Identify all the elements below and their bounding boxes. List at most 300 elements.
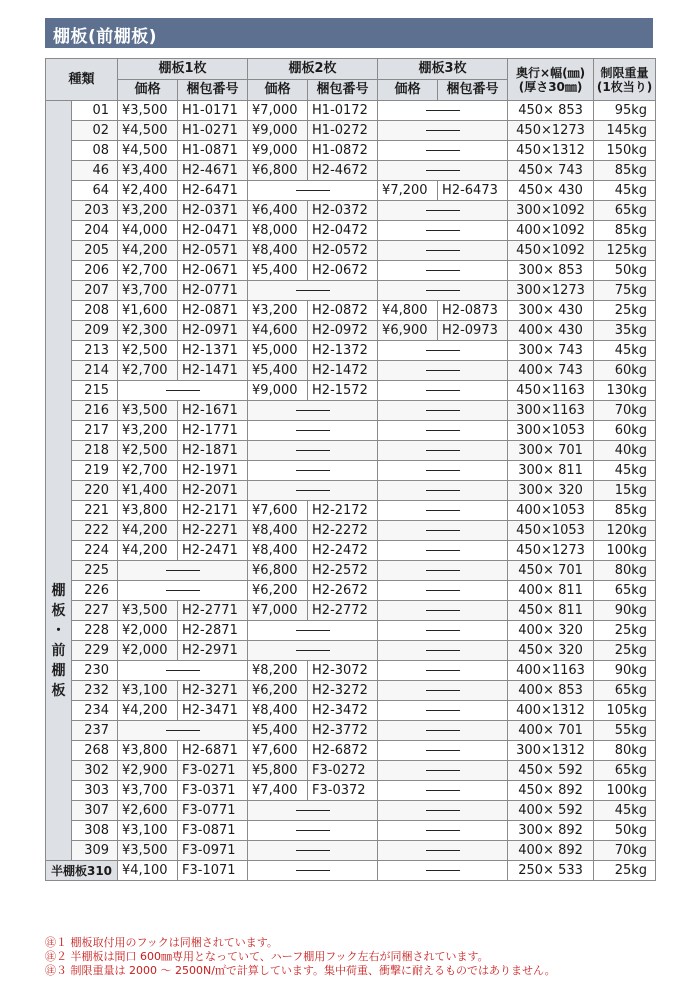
price-cell: ¥4,200 xyxy=(118,521,178,541)
weight-cell: 25kg xyxy=(594,861,656,881)
dash-line xyxy=(296,630,330,631)
dimension-cell: 450×1092 xyxy=(508,241,594,261)
price-cell: ¥3,500 xyxy=(118,101,178,121)
code-cell: 206 xyxy=(72,261,118,281)
code-cell: 208 xyxy=(72,301,118,321)
package-cell: H2-6473 xyxy=(438,181,508,201)
table-row xyxy=(46,581,656,601)
table-row xyxy=(46,221,656,241)
group-label-char: ・ xyxy=(51,622,66,639)
price-cell: ¥6,900 xyxy=(378,321,438,341)
package-cell: H2-3072 xyxy=(308,661,378,681)
dimension-cell: 400×1163 xyxy=(508,661,594,681)
header-price-1: 価格 xyxy=(118,80,178,101)
price-cell: ¥3,200 xyxy=(248,301,308,321)
code-cell: 226 xyxy=(72,581,118,601)
dash-line xyxy=(426,210,460,211)
price-cell: ¥3,500 xyxy=(118,601,178,621)
price-cell: ¥2,300 xyxy=(118,321,178,341)
price-cell: ¥3,500 xyxy=(118,841,178,861)
code-cell: 308 xyxy=(72,821,118,841)
header-dimension xyxy=(508,59,594,101)
empty-cell xyxy=(248,621,378,641)
price-cell: ¥9,000 xyxy=(248,121,308,141)
empty-cell xyxy=(378,101,508,121)
dash-line xyxy=(426,690,460,691)
table-row xyxy=(46,461,656,481)
price-cell: ¥3,400 xyxy=(118,161,178,181)
weight-cell: 65kg xyxy=(594,201,656,221)
price-cell: ¥3,200 xyxy=(118,201,178,221)
code-cell: 230 xyxy=(72,661,118,681)
table-row xyxy=(46,481,656,501)
price-cell: ¥2,000 xyxy=(118,621,178,641)
weight-cell: 25kg xyxy=(594,301,656,321)
weight-cell: 80kg xyxy=(594,741,656,761)
dimension-cell: 400×1053 xyxy=(508,501,594,521)
package-cell: H1-0871 xyxy=(178,141,248,161)
price-cell: ¥7,000 xyxy=(248,101,308,121)
weight-cell: 120kg xyxy=(594,521,656,541)
dimension-cell: 300× 853 xyxy=(508,261,594,281)
price-cell: ¥7,600 xyxy=(248,501,308,521)
code-cell: 215 xyxy=(72,381,118,401)
price-cell: ¥3,700 xyxy=(118,781,178,801)
header-price-3: 価格 xyxy=(378,80,438,101)
package-cell: H2-3471 xyxy=(178,701,248,721)
code-cell: 228 xyxy=(72,621,118,641)
package-cell: H2-1371 xyxy=(178,341,248,361)
package-cell: H2-2672 xyxy=(308,581,378,601)
price-cell: ¥9,000 xyxy=(248,141,308,161)
header-package-3: 梱包番号 xyxy=(438,80,508,101)
code-cell: 232 xyxy=(72,681,118,701)
price-cell: ¥6,200 xyxy=(248,581,308,601)
weight-cell: 85kg xyxy=(594,221,656,241)
table-row xyxy=(46,681,656,701)
price-cell: ¥3,800 xyxy=(118,741,178,761)
dash-line xyxy=(166,390,200,391)
dash-line xyxy=(296,830,330,831)
table-row xyxy=(46,341,656,361)
code-cell: 209 xyxy=(72,321,118,341)
empty-cell xyxy=(378,861,508,881)
price-cell: ¥4,200 xyxy=(118,701,178,721)
header-package-1: 梱包番号 xyxy=(178,80,248,101)
price-cell: ¥4,600 xyxy=(248,321,308,341)
package-cell: F3-0272 xyxy=(308,761,378,781)
header-one: 棚板1枚 xyxy=(118,59,248,80)
package-cell: H2-1572 xyxy=(308,381,378,401)
empty-cell xyxy=(378,841,508,861)
price-cell: ¥8,400 xyxy=(248,241,308,261)
dimension-cell: 300× 892 xyxy=(508,821,594,841)
code-cell: 204 xyxy=(72,221,118,241)
empty-cell xyxy=(378,221,508,241)
package-cell: H2-0571 xyxy=(178,241,248,261)
price-cell: ¥3,100 xyxy=(118,821,178,841)
dimension-cell: 400× 853 xyxy=(508,681,594,701)
code-cell: 222 xyxy=(72,521,118,541)
dash-line xyxy=(426,610,460,611)
dash-line xyxy=(426,250,460,251)
dash-line xyxy=(426,350,460,351)
dimension-cell: 300× 430 xyxy=(508,301,594,321)
package-cell: H2-0672 xyxy=(308,261,378,281)
empty-cell xyxy=(248,181,378,201)
package-cell: H2-2971 xyxy=(178,641,248,661)
package-cell: H2-2171 xyxy=(178,501,248,521)
dimension-cell: 450× 853 xyxy=(508,101,594,121)
price-cell: ¥9,000 xyxy=(248,381,308,401)
empty-cell xyxy=(378,601,508,621)
price-cell: ¥2,600 xyxy=(118,801,178,821)
table-row xyxy=(46,321,656,341)
weight-cell: 50kg xyxy=(594,261,656,281)
weight-cell: 60kg xyxy=(594,361,656,381)
empty-cell xyxy=(378,641,508,661)
weight-cell: 65kg xyxy=(594,761,656,781)
price-cell: ¥7,600 xyxy=(248,741,308,761)
dash-line xyxy=(426,230,460,231)
price-cell: ¥5,400 xyxy=(248,361,308,381)
code-cell: 227 xyxy=(72,601,118,621)
code-cell: 02 xyxy=(72,121,118,141)
table-row xyxy=(46,841,656,861)
weight-cell: 70kg xyxy=(594,841,656,861)
package-cell: H2-2472 xyxy=(308,541,378,561)
empty-cell xyxy=(378,801,508,821)
price-cell: ¥7,400 xyxy=(248,781,308,801)
package-cell: H2-0871 xyxy=(178,301,248,321)
weight-cell: 80kg xyxy=(594,561,656,581)
empty-cell xyxy=(378,381,508,401)
package-cell: H1-0872 xyxy=(308,141,378,161)
header-weight-line1: 制限重量 xyxy=(600,65,649,80)
code-cell: 216 xyxy=(72,401,118,421)
package-cell: H2-2271 xyxy=(178,521,248,541)
weight-cell: 130kg xyxy=(594,381,656,401)
package-cell: H2-0372 xyxy=(308,201,378,221)
package-cell: H1-0271 xyxy=(178,121,248,141)
package-cell: H2-0572 xyxy=(308,241,378,261)
price-cell: ¥2,700 xyxy=(118,461,178,481)
dash-line xyxy=(426,630,460,631)
package-cell: H2-1472 xyxy=(308,361,378,381)
weight-cell: 55kg xyxy=(594,721,656,741)
note-3: ㊟３ 制限重量は 2000 ～ 2500N/㎡で計算しています。集中荷重、衝撃に耐えるものではありません。 xyxy=(45,964,556,977)
table-row xyxy=(46,621,656,641)
package-cell: H2-0973 xyxy=(438,321,508,341)
code-cell: 220 xyxy=(72,481,118,501)
package-cell: H2-2272 xyxy=(308,521,378,541)
empty-cell xyxy=(378,721,508,741)
table-row xyxy=(46,661,656,681)
empty-cell xyxy=(378,141,508,161)
empty-cell xyxy=(378,261,508,281)
package-cell: H2-3772 xyxy=(308,721,378,741)
package-cell: H2-1971 xyxy=(178,461,248,481)
dash-line xyxy=(296,810,330,811)
code-cell: 224 xyxy=(72,541,118,561)
dimension-cell: 300×1312 xyxy=(508,741,594,761)
table-row xyxy=(46,561,656,581)
package-cell: H2-0972 xyxy=(308,321,378,341)
price-cell: ¥8,400 xyxy=(248,541,308,561)
price-cell: ¥5,400 xyxy=(248,261,308,281)
dimension-cell: 450×1273 xyxy=(508,541,594,561)
package-cell: H2-6471 xyxy=(178,181,248,201)
code-cell: 218 xyxy=(72,441,118,461)
dimension-cell: 300×1053 xyxy=(508,421,594,441)
price-cell: ¥4,200 xyxy=(118,541,178,561)
package-cell: H2-0371 xyxy=(178,201,248,221)
price-cell: ¥5,800 xyxy=(248,761,308,781)
header-weight xyxy=(594,59,656,101)
half-shelf-label: 半棚板310 xyxy=(46,861,118,881)
dimension-cell: 450× 743 xyxy=(508,161,594,181)
dimension-cell: 450×1312 xyxy=(508,141,594,161)
empty-cell xyxy=(378,661,508,681)
package-cell: H2-3271 xyxy=(178,681,248,701)
dimension-cell: 400×1092 xyxy=(508,221,594,241)
empty-cell xyxy=(378,481,508,501)
dash-line xyxy=(426,570,460,571)
dash-line xyxy=(426,490,460,491)
dash-line xyxy=(426,150,460,151)
weight-cell: 90kg xyxy=(594,601,656,621)
price-cell: ¥2,500 xyxy=(118,441,178,461)
package-cell: H2-1671 xyxy=(178,401,248,421)
table-row xyxy=(46,601,656,621)
table-row xyxy=(46,181,656,201)
code-cell: 309 xyxy=(72,841,118,861)
dash-line xyxy=(426,430,460,431)
weight-cell: 25kg xyxy=(594,641,656,661)
empty-cell xyxy=(378,701,508,721)
weight-cell: 70kg xyxy=(594,401,656,421)
package-cell: H2-2172 xyxy=(308,501,378,521)
dimension-cell: 300×1092 xyxy=(508,201,594,221)
dash-line xyxy=(426,830,460,831)
empty-cell xyxy=(118,561,248,581)
group-label-char: 棚 xyxy=(51,662,66,679)
empty-cell xyxy=(118,581,248,601)
table-row xyxy=(46,441,656,461)
dash-line xyxy=(426,770,460,771)
dash-line xyxy=(426,450,460,451)
empty-cell xyxy=(248,821,378,841)
dash-line xyxy=(426,410,460,411)
package-cell: H2-2471 xyxy=(178,541,248,561)
note-1: ㊟１ 棚板取付用のフックは同梱されています。 xyxy=(45,936,278,949)
table-row xyxy=(46,741,656,761)
weight-cell: 35kg xyxy=(594,321,656,341)
dash-line xyxy=(296,490,330,491)
code-cell: 237 xyxy=(72,721,118,741)
table-row xyxy=(46,201,656,221)
shelf-table xyxy=(45,58,656,881)
price-cell: ¥2,000 xyxy=(118,641,178,661)
price-cell: ¥8,400 xyxy=(248,521,308,541)
price-cell: ¥4,500 xyxy=(118,121,178,141)
table-row xyxy=(46,521,656,541)
price-cell: ¥3,500 xyxy=(118,401,178,421)
package-cell: H2-0472 xyxy=(308,221,378,241)
dash-line xyxy=(426,270,460,271)
price-cell: ¥8,400 xyxy=(248,701,308,721)
note-2: ㊟２ 半棚板は間口 600㎜専用となっていて、ハーフ棚用フック左右が同梱されています。 xyxy=(45,950,489,963)
package-cell: H2-4671 xyxy=(178,161,248,181)
weight-cell: 100kg xyxy=(594,541,656,561)
dash-line xyxy=(426,650,460,651)
price-cell: ¥7,000 xyxy=(248,601,308,621)
code-cell: 207 xyxy=(72,281,118,301)
price-cell: ¥2,900 xyxy=(118,761,178,781)
dash-line xyxy=(426,550,460,551)
dash-line xyxy=(426,130,460,131)
dimension-cell: 400× 592 xyxy=(508,801,594,821)
dash-line xyxy=(296,430,330,431)
empty-cell xyxy=(248,401,378,421)
dimension-cell: 250× 533 xyxy=(508,861,594,881)
empty-cell xyxy=(248,641,378,661)
package-cell: F3-0871 xyxy=(178,821,248,841)
price-cell: ¥4,100 xyxy=(118,861,178,881)
dash-line xyxy=(426,370,460,371)
price-cell: ¥3,200 xyxy=(118,421,178,441)
dash-line xyxy=(296,450,330,451)
package-cell: H2-0873 xyxy=(438,301,508,321)
dimension-cell: 400× 320 xyxy=(508,621,594,641)
empty-cell xyxy=(378,341,508,361)
dimension-cell: 450× 811 xyxy=(508,601,594,621)
empty-cell xyxy=(378,461,508,481)
table-row-half xyxy=(46,861,656,881)
package-cell: H2-6871 xyxy=(178,741,248,761)
empty-cell xyxy=(378,121,508,141)
empty-cell xyxy=(378,761,508,781)
price-cell: ¥3,100 xyxy=(118,681,178,701)
package-cell: H2-2572 xyxy=(308,561,378,581)
weight-cell: 60kg xyxy=(594,421,656,441)
package-cell: F3-1071 xyxy=(178,861,248,881)
dimension-cell: 450×1163 xyxy=(508,381,594,401)
table-row xyxy=(46,121,656,141)
weight-cell: 145kg xyxy=(594,121,656,141)
code-cell: 214 xyxy=(72,361,118,381)
weight-cell: 85kg xyxy=(594,161,656,181)
empty-cell xyxy=(378,561,508,581)
empty-cell xyxy=(378,281,508,301)
empty-cell xyxy=(378,161,508,181)
dash-line xyxy=(426,730,460,731)
price-cell: ¥2,500 xyxy=(118,341,178,361)
header-two: 棚板2枚 xyxy=(248,59,378,80)
dimension-cell: 300× 743 xyxy=(508,341,594,361)
empty-cell xyxy=(118,381,248,401)
empty-cell xyxy=(378,421,508,441)
weight-cell: 45kg xyxy=(594,341,656,361)
package-cell: H2-4672 xyxy=(308,161,378,181)
dash-line xyxy=(166,590,200,591)
table-row xyxy=(46,421,656,441)
empty-cell xyxy=(378,361,508,381)
empty-cell xyxy=(248,841,378,861)
dash-line xyxy=(296,410,330,411)
price-cell: ¥5,000 xyxy=(248,341,308,361)
code-cell: 01 xyxy=(72,101,118,121)
dash-line xyxy=(426,790,460,791)
empty-cell xyxy=(248,481,378,501)
table-body xyxy=(46,101,656,881)
weight-cell: 125kg xyxy=(594,241,656,261)
table-row xyxy=(46,721,656,741)
empty-cell xyxy=(378,581,508,601)
dash-line xyxy=(166,570,200,571)
code-cell: 213 xyxy=(72,341,118,361)
dash-line xyxy=(426,510,460,511)
dimension-cell: 400×1312 xyxy=(508,701,594,721)
price-cell: ¥6,400 xyxy=(248,201,308,221)
price-cell: ¥6,200 xyxy=(248,681,308,701)
table-row xyxy=(46,761,656,781)
table-row xyxy=(46,261,656,281)
header-dimension-line2: (厚さ30㎜) xyxy=(518,79,583,94)
package-cell: H1-0172 xyxy=(308,101,378,121)
table-row xyxy=(46,401,656,421)
dash-line xyxy=(166,670,200,671)
dash-line xyxy=(296,290,330,291)
dash-line xyxy=(296,470,330,471)
price-cell: ¥2,700 xyxy=(118,361,178,381)
dash-line xyxy=(426,170,460,171)
code-cell: 219 xyxy=(72,461,118,481)
code-cell: 225 xyxy=(72,561,118,581)
table-row xyxy=(46,241,656,261)
weight-cell: 15kg xyxy=(594,481,656,501)
price-cell: ¥4,500 xyxy=(118,141,178,161)
empty-cell xyxy=(248,441,378,461)
table-row xyxy=(46,141,656,161)
dimension-cell: 400× 811 xyxy=(508,581,594,601)
empty-cell xyxy=(378,521,508,541)
dash-line xyxy=(296,870,330,871)
empty-cell xyxy=(118,721,248,741)
package-cell: F3-0371 xyxy=(178,781,248,801)
weight-cell: 45kg xyxy=(594,801,656,821)
code-cell: 307 xyxy=(72,801,118,821)
code-cell: 221 xyxy=(72,501,118,521)
empty-cell xyxy=(378,681,508,701)
code-cell: 268 xyxy=(72,741,118,761)
empty-cell xyxy=(118,661,248,681)
code-cell: 303 xyxy=(72,781,118,801)
price-cell: ¥6,800 xyxy=(248,161,308,181)
weight-cell: 100kg xyxy=(594,781,656,801)
empty-cell xyxy=(248,421,378,441)
dash-line xyxy=(426,810,460,811)
package-cell: H2-0872 xyxy=(308,301,378,321)
package-cell: H1-0171 xyxy=(178,101,248,121)
group-label-char: 棚 xyxy=(51,582,66,599)
package-cell: H2-1372 xyxy=(308,341,378,361)
price-cell: ¥3,700 xyxy=(118,281,178,301)
table-row xyxy=(46,281,656,301)
dash-line xyxy=(296,190,330,191)
table-row xyxy=(46,301,656,321)
empty-cell xyxy=(248,461,378,481)
